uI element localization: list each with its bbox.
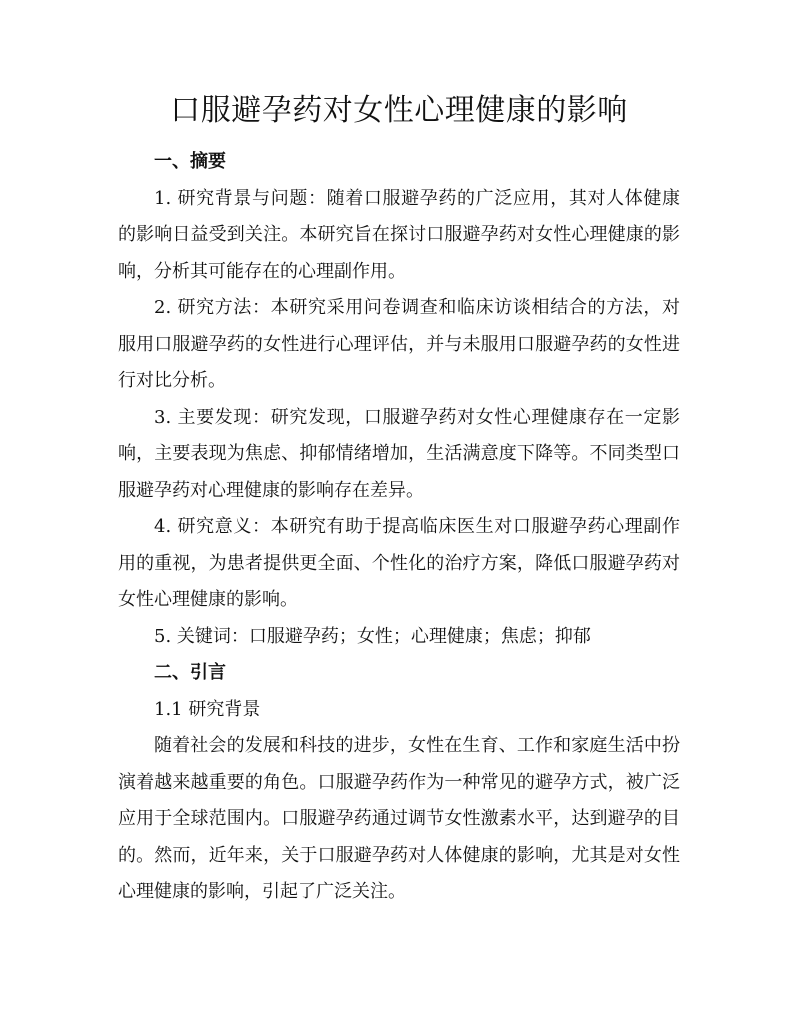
section-heading-introduction: 二、引言	[154, 662, 226, 683]
abstract-paragraph-keywords: 5. 关键词：口服避孕药；女性；心理健康；焦虑；抑郁	[154, 625, 591, 647]
abstract-paragraph-methods: 2. 研究方法：本研究采用问卷调查和临床访谈相结合的方法，对服用口服避孕药的女性进行心理评估，并与未服用口服避孕药的女性进行对比分析。	[118, 297, 680, 391]
subsection-heading-background: 1.1 研究背景	[154, 698, 261, 720]
section-heading-abstract: 一、摘要	[154, 151, 226, 172]
document-title: 口服避孕药对女性心理健康的影响	[170, 93, 628, 128]
abstract-paragraph-significance: 4. 研究意义：本研究有助于提高临床医生对口服避孕药心理副作用的重视，为患者提供更全面、个性化的治疗方案，降低口服避孕药对女性心理健康的影响。	[118, 516, 680, 610]
document-body	[118, 144, 680, 911]
introduction-paragraph: 随着社会的发展和科技的进步，女性在生育、工作和家庭生活中扮演着越来越重要的角色。口服避孕药作为一种常见的避孕方式，被广泛应用于全球范围内。口服避孕药通过调节女性激素水平，达到避孕的目的。然而，近年来，关于口服避孕药对人体健康的影响，尤其是对女性心理健康的影响，引起了广泛关注。	[118, 735, 680, 902]
abstract-paragraph-findings: 3. 主要发现：研究发现，口服避孕药对女性心理健康存在一定影响，主要表现为焦虑、抑郁情绪增加，生活满意度下降等。不同类型口服避孕药对心理健康的影响存在差异。	[118, 406, 680, 501]
abstract-paragraph-background: 1. 研究背景与问题：随着口服避孕药的广泛应用，其对人体健康的影响日益受到关注。本研究旨在探讨口服避孕药对女性心理健康的影响，分析其可能存在的心理副作用。	[118, 187, 680, 282]
